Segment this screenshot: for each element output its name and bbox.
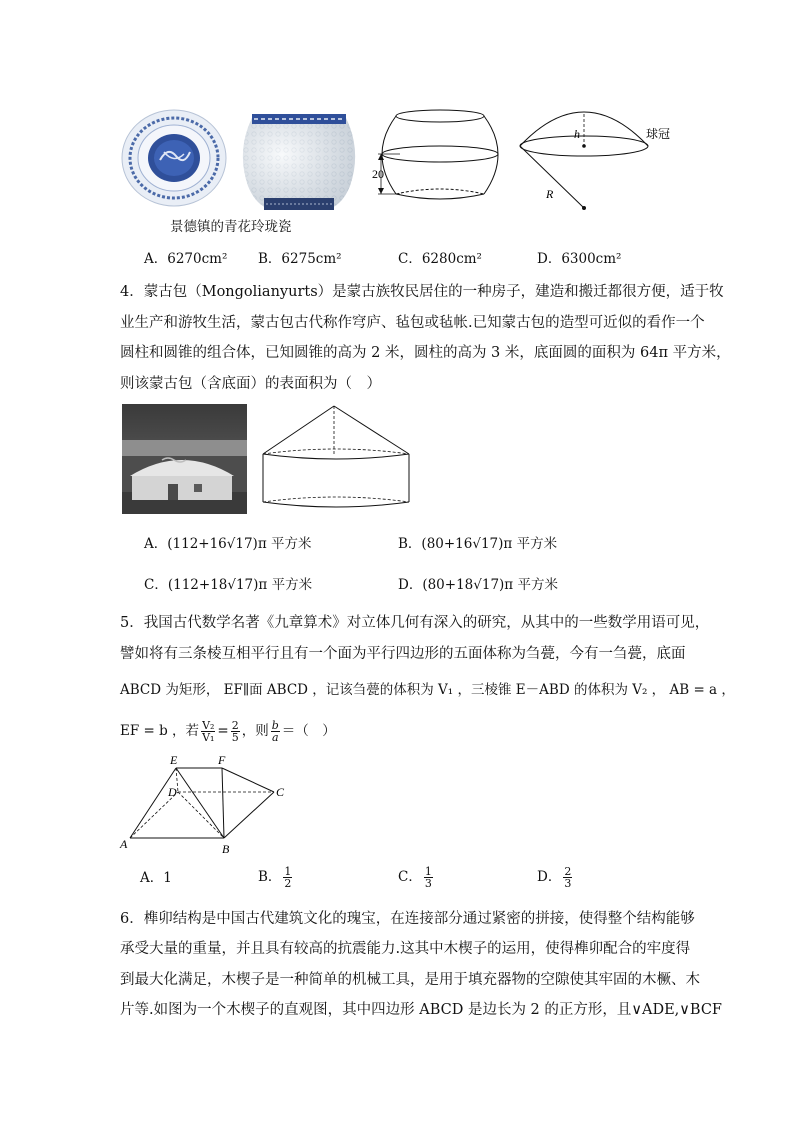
cap-label: 球冠 (646, 127, 671, 141)
option-text: 6270cm² (167, 251, 228, 267)
q4-option-b[interactable] (398, 535, 557, 553)
option-text: (112+16√17)π 平方米 (167, 536, 312, 552)
q6-line-1: 6．榫卯结构是中国古代建筑文化的瑰宝，在连接部分通过紧密的拼接，使得整个结构能够 (120, 911, 695, 927)
q4-option-d[interactable] (398, 576, 558, 594)
option-letter: D． (398, 577, 423, 593)
porcelain-plate-image (120, 108, 228, 208)
option-fraction: $\frac{1}{3}$ (424, 865, 432, 890)
q3-option-d[interactable] (537, 250, 621, 268)
option-fraction: $\frac{1}{2}$ (284, 865, 292, 890)
vertex-b: B (222, 842, 230, 856)
q5-line-4 (120, 716, 336, 746)
porcelain-jar-image (234, 106, 364, 212)
option-text: 6300cm² (561, 251, 622, 267)
v-ratio-fraction: $\frac{\text{V₂}}{\text{V₁}}$ (202, 719, 215, 744)
option-letter: A． (144, 536, 168, 552)
q6-line-4: 片等.如图为一个木楔子的直观图，其中四边形 ABCD 是边长为 2 的正方形，且∨ADE,∨BCF (120, 1002, 722, 1018)
q6-line-2: 承受大量的重量，并且具有较高的抗震能力.这其中木楔子的运用，使得榫卯配合的牢度得 (120, 941, 691, 957)
q6-line-3: 到最大化满足，木楔子是一种简单的机械工具，是用于填充器物的空隙使其牢固的木橛、木 (120, 972, 700, 988)
spherical-cap-diagram (512, 108, 682, 218)
height-label: 20 (372, 167, 384, 181)
q5-option-d[interactable] (537, 862, 574, 892)
option-letter: C． (398, 869, 422, 885)
q5-option-c[interactable] (398, 862, 435, 892)
option-text: (112+18√17)π 平方米 (167, 577, 313, 593)
q4-line-3: 圆柱和圆锥的组合体，已知圆锥的高为 2 米，圆柱的高为 3 米，底面圆的面积为 64π 平方米， (120, 345, 731, 361)
option-letter: A． (144, 251, 168, 267)
q5-option-b[interactable] (258, 862, 294, 892)
option-letter: C． (144, 577, 168, 593)
option-text: 1 (163, 870, 172, 886)
option-text: 6275cm² (281, 251, 342, 267)
q3-option-c[interactable] (398, 250, 482, 268)
q5-line-4-start: EF = b ，若 (120, 723, 200, 739)
q4-line-1: 4．蒙古包（Mongolianyurts）是蒙古族牧民居住的一种房子，建造和搬迁都很方便，适于牧 (120, 284, 724, 300)
vertex-d: D (168, 785, 177, 799)
vertex-e: E (170, 753, 178, 767)
q4-option-c[interactable] (144, 576, 312, 594)
vertex-a: A (120, 837, 128, 851)
h-label: h (574, 127, 580, 141)
option-letter: C． (398, 251, 422, 267)
option-text: (80+16√17)π 平方米 (421, 536, 558, 552)
option-letter: B． (258, 869, 282, 885)
equals-sign: = (217, 723, 229, 739)
q5-line-4-mid: ，则 (241, 723, 269, 739)
q4-line-4: 则该蒙古包（含底面）的表面积为（ ） (120, 376, 381, 392)
option-letter: A． (140, 870, 164, 886)
q3-option-b[interactable] (258, 250, 342, 268)
cone-cylinder-diagram (258, 404, 418, 516)
option-letter: D． (537, 251, 562, 267)
q5-option-a[interactable] (140, 869, 172, 887)
option-fraction: $\frac{2}{3}$ (564, 865, 572, 890)
r-label: R (546, 187, 554, 201)
option-letter: D． (537, 869, 562, 885)
truncated-sphere-diagram (370, 108, 510, 208)
option-text: 6280cm² (421, 251, 482, 267)
yurt-photo (122, 404, 247, 514)
two-fifths-fraction: $\frac{2}{5}$ (231, 719, 239, 744)
q3-option-a[interactable] (144, 250, 227, 268)
b-over-a-fraction: $\frac{b}{a}$ (271, 719, 279, 744)
figure-caption: 景德镇的青花玲珑瓷 (170, 219, 292, 235)
q5-line-2: 譬如将有三条棱互相平行且有一个面为平行四边形的五面体称为刍甍，今有一刍甍，底面 (120, 646, 686, 662)
q5-line-1: 5．我国古代数学名著《九章算术》对立体几何有深入的研究，从其中的一些数学用语可见， (120, 615, 710, 631)
option-letter: B． (398, 536, 422, 552)
vertex-c: C (276, 785, 285, 799)
q5-line-3: ABCD 为矩形， EF∥面 ABCD ，记该刍甍的体积为 V₁ ，三棱锥 E－ABD 的体积为 V₂ ， AB = a ， (120, 682, 735, 698)
q4-line-2: 业生产和游牧生活，蒙古包古代称作穹庐、毡包或毡帐.已知蒙古包的造型可近似的看作一个 (120, 315, 705, 331)
q5-line-4-end: ＝（ ） (281, 723, 336, 739)
option-text: (80+18√17)π 平方米 (422, 577, 558, 593)
polyhedron-diagram (118, 750, 298, 858)
vertex-f: F (218, 753, 226, 767)
q4-option-a[interactable] (144, 535, 312, 553)
option-letter: B． (258, 251, 282, 267)
